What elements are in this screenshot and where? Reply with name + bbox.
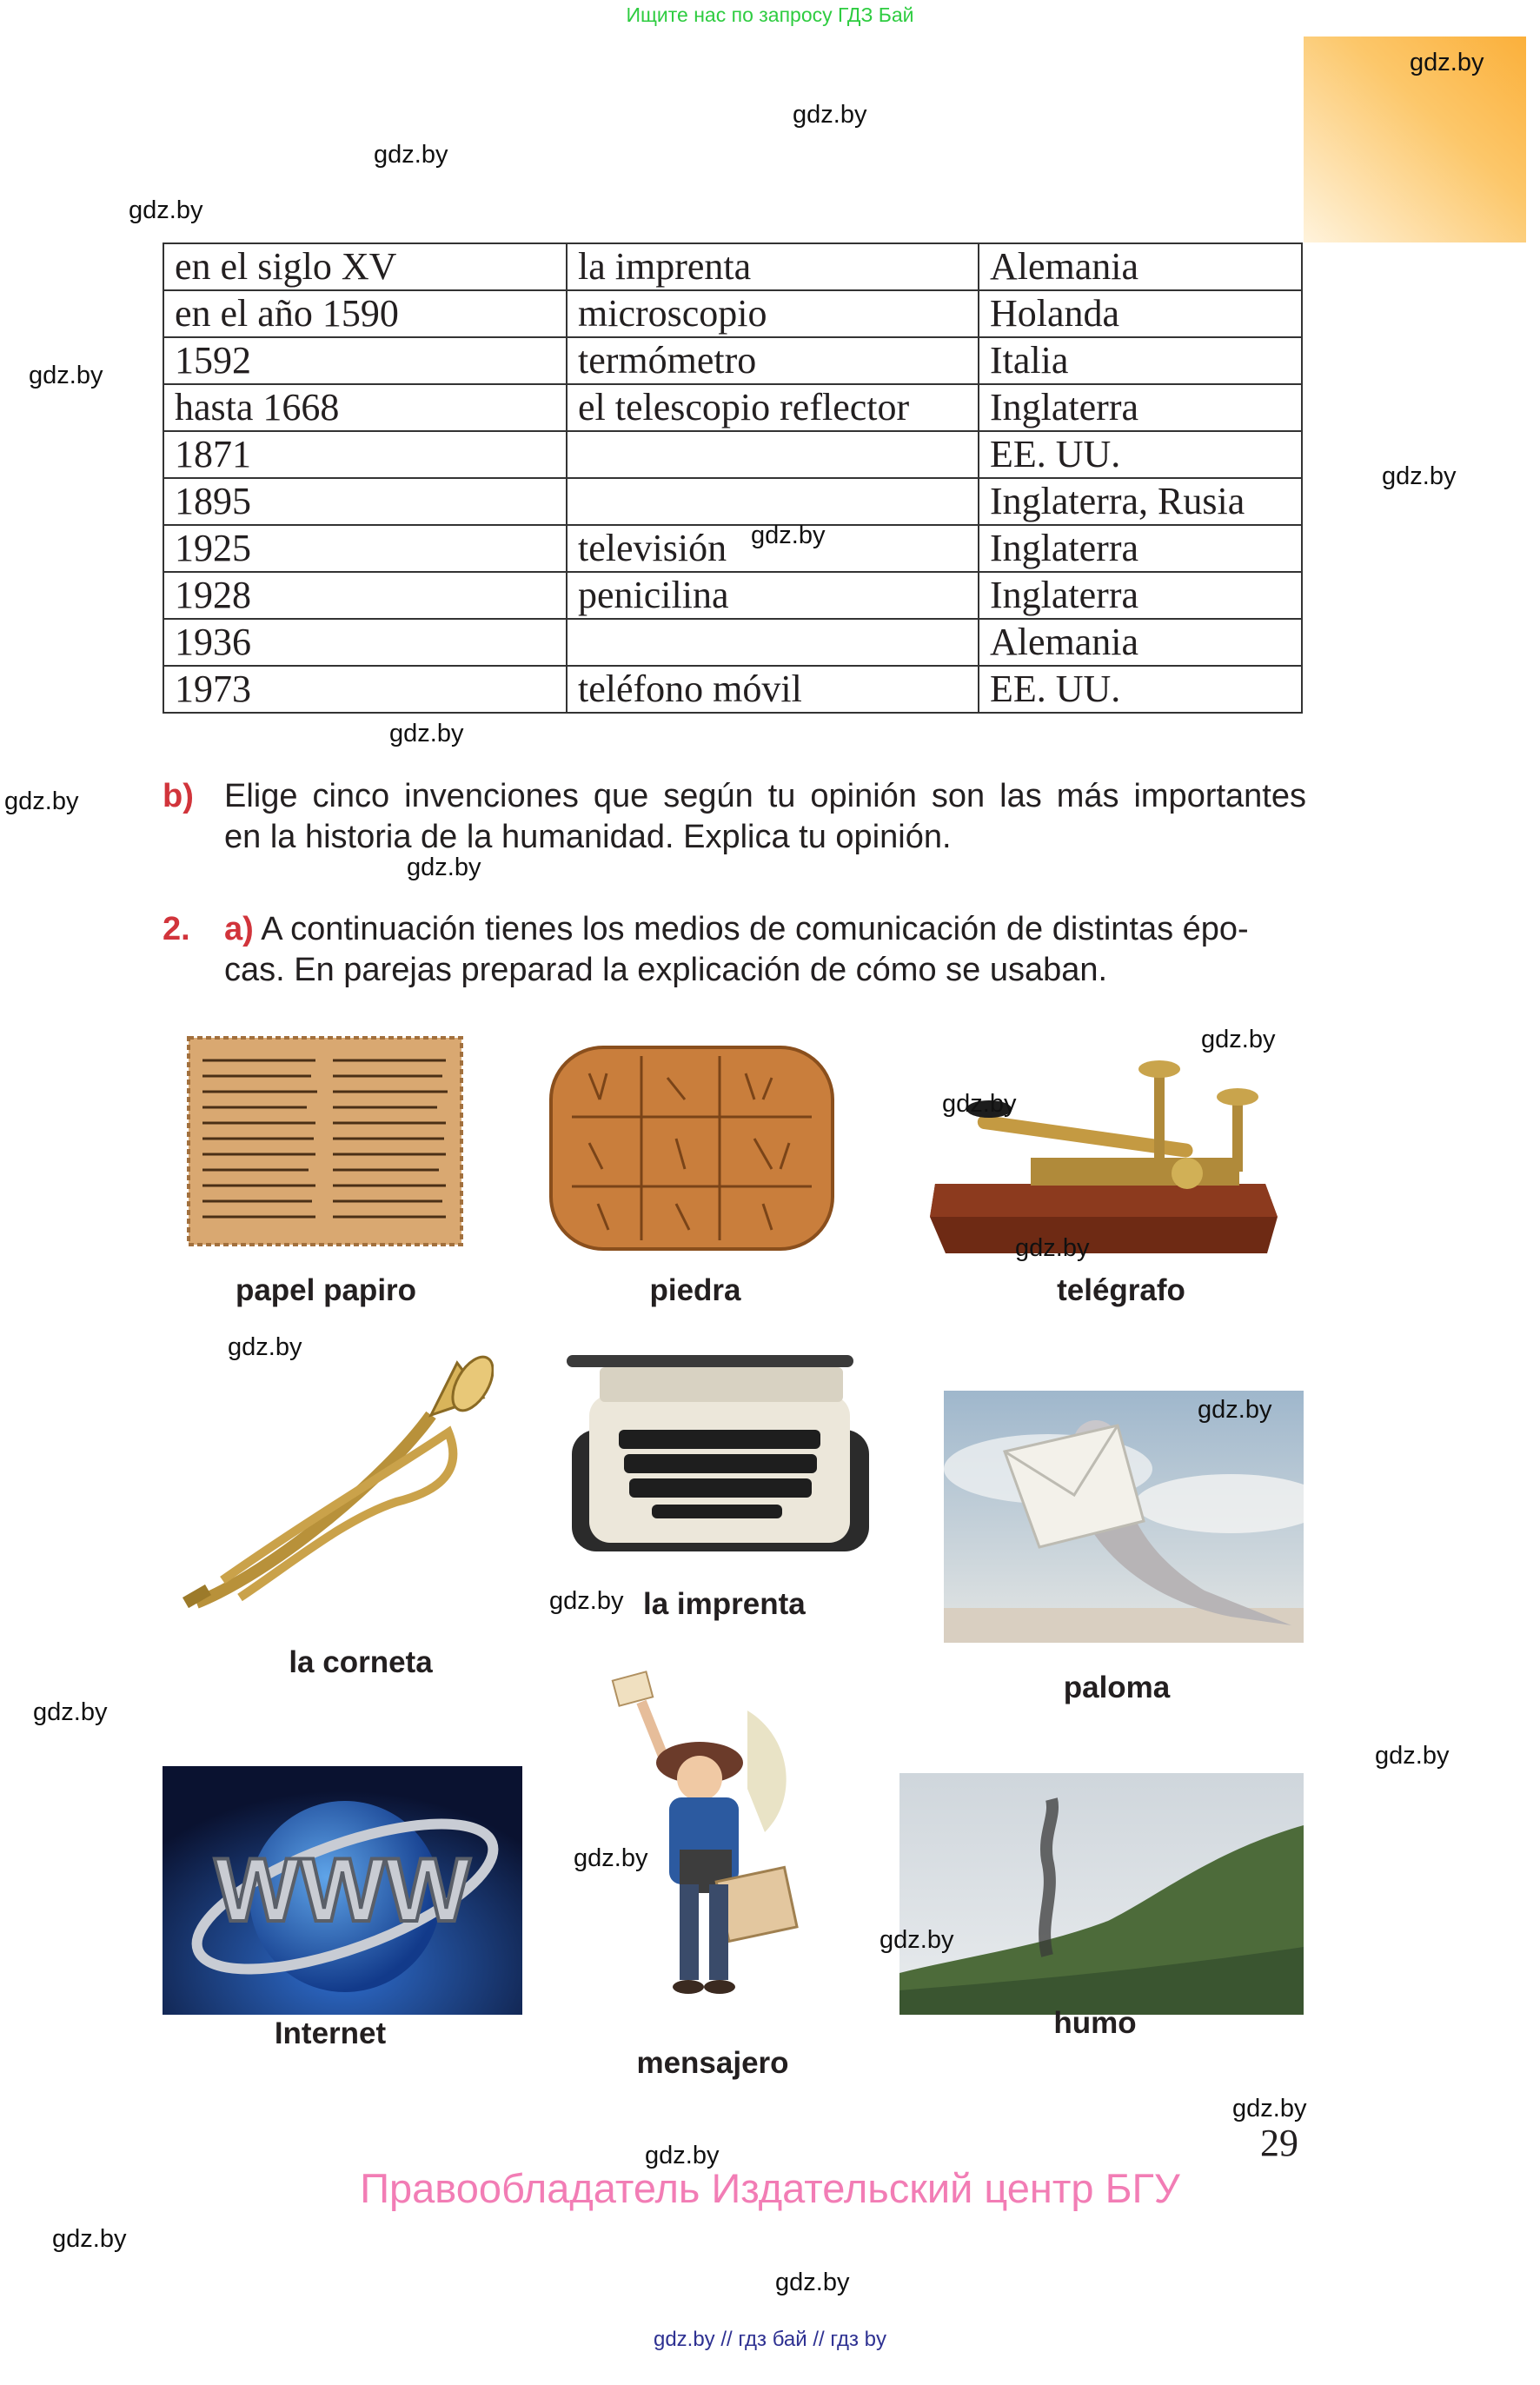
watermark: gdz.by [4,787,79,815]
caption-humo: humo [1053,2006,1137,2040]
table-cell: Inglaterra [979,572,1302,619]
caption-internet: Internet [274,2016,387,2050]
caption-telegrafo: telégrafo [1057,1273,1185,1307]
table-cell: Alemania [979,243,1302,290]
copyright-footer: Правообладатель Издательский центр БГУ [360,2165,1180,2211]
caption-mensajero: mensajero [636,2046,789,2080]
table-cell: EE. UU. [979,666,1302,713]
task-2-line2: cas. En parejas preparad la explicación de cómo se usaban. [224,952,1108,988]
table-cell [567,478,979,525]
table-row [163,572,1302,619]
table-cell: hasta 1668 [163,384,567,431]
table-cell: Alemania [979,619,1302,666]
typewriter-image [565,1343,876,1560]
table-row [163,619,1302,666]
task-b-marker: b) [163,778,194,814]
caption-la-imprenta: la imprenta [643,1587,806,1621]
table-cell: 1936 [163,619,567,666]
watermark: gdz.by [1198,1396,1272,1424]
table-row [163,290,1302,337]
task-2-marker: a) [224,911,254,947]
table-cell: 1592 [163,337,567,384]
telegraph-image [926,1053,1283,1260]
table-cell: 1925 [163,525,567,572]
watermark: gdz.by [33,1698,108,1726]
task-b-line2: en la historia de la humanidad. Explica tu opinión. [224,819,952,855]
watermark: gdz.by [880,1926,954,1954]
table-row [163,337,1302,384]
table-row [163,243,1302,290]
task-2-number: 2. [163,911,190,947]
watermark: gdz.by [1201,1026,1276,1053]
task-b-line1: Elige cinco invenciones que según tu opinión son las más importantes [224,778,1306,814]
caption-papel-papiro: papel papiro [235,1273,417,1307]
table-cell: termómetro [567,337,979,384]
table-cell: penicilina [567,572,979,619]
table-row [163,478,1302,525]
inventions-table [163,242,1303,714]
task-2-line1-text: A continuación tienes los medios de comunicación de distintas épo- [253,911,1249,947]
table-row [163,384,1302,431]
smoke-image [899,1773,1304,2015]
watermark: gdz.by [52,2225,127,2253]
watermark: gdz.by [1410,49,1484,76]
table-cell: Inglaterra [979,384,1302,431]
table-cell: en el año 1590 [163,290,567,337]
watermark: gdz.by [574,1844,648,1872]
caption-piedra: piedra [649,1273,741,1307]
watermark: gdz.by [1375,1742,1450,1770]
table-row [163,431,1302,478]
top-banner[interactable]: Ищите нас по запросу ГДЗ Бай [626,3,914,26]
internet-image [163,1766,522,2015]
table-cell: EE. UU. [979,431,1302,478]
papyrus-image [185,1034,465,1248]
table-cell [567,431,979,478]
table-cell: teléfono móvil [567,666,979,713]
watermark: gdz.by [407,854,481,881]
table-cell: 1871 [163,431,567,478]
page-number: 29 [1260,2122,1298,2164]
table-cell: en el siglo XV [163,243,567,290]
watermark: gdz.by [549,1587,624,1615]
footer-links[interactable]: gdz.by // гдз бай // гдз by [653,2328,887,2351]
table-row [163,525,1302,572]
caption-paloma: paloma [1063,1671,1171,1704]
caption-la-corneta: la corneta [289,1645,433,1679]
clay-tablet-image [546,1039,838,1258]
watermark: gdz.by [793,101,867,129]
table-cell: Italia [979,337,1302,384]
watermark: gdz.by [942,1090,1017,1118]
table-cell: el telescopio reflector [567,384,979,431]
watermark: gdz.by [1382,462,1457,490]
table-cell: televisión [567,525,979,572]
task-2-line1 [224,909,1306,950]
table-cell: Inglaterra [979,525,1302,572]
table-cell: la imprenta [567,243,979,290]
watermark: gdz.by [228,1333,302,1361]
table-cell: 1895 [163,478,567,525]
watermark: gdz.by [775,2269,850,2296]
bugle-image [170,1345,494,1622]
watermark: gdz.by [751,522,826,549]
watermark: gdz.by [1232,2095,1307,2123]
watermark: gdz.by [129,196,203,224]
watermark: gdz.by [389,720,464,747]
table-cell: Holanda [979,290,1302,337]
watermark: gdz.by [29,362,103,389]
www-text: WWW [214,1840,471,1941]
watermark: gdz.by [1015,1234,1090,1262]
pigeon-image [944,1391,1304,1643]
table-cell [567,619,979,666]
table-cell: 1928 [163,572,567,619]
table-cell: microscopio [567,290,979,337]
table-row [163,666,1302,713]
watermark: gdz.by [374,141,448,169]
watermark: gdz.by [645,2142,720,2169]
table-cell: 1973 [163,666,567,713]
table-cell: Inglaterra, Rusia [979,478,1302,525]
